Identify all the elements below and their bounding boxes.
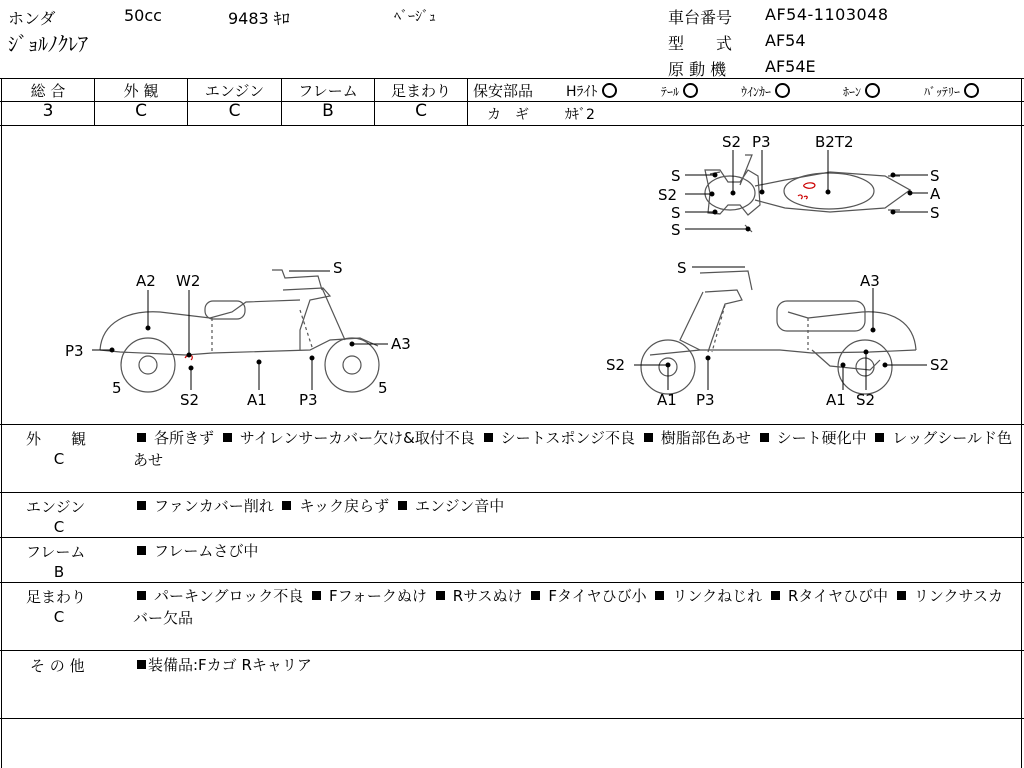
- damage-label: A: [930, 185, 941, 203]
- safety-item-battery: ﾊﾞｯﾃﾘｰ: [924, 83, 979, 100]
- damage-label: B2T2: [815, 133, 854, 151]
- key-value: ｶｷﾞ2: [565, 107, 595, 123]
- comment-text-engine: ファンカバー削れ キック戻らず エンジン音中: [133, 495, 1013, 517]
- damage-label: S2: [658, 186, 678, 204]
- damage-label: P3: [65, 342, 84, 360]
- damage-diagram: [0, 126, 1020, 423]
- bullet-icon: [655, 591, 664, 600]
- divider: [467, 78, 468, 125]
- grade-value-frame: B: [322, 101, 334, 121]
- scooter-top-view-icon: [705, 155, 910, 232]
- bullet-icon: [137, 501, 146, 510]
- safety-label: 保安部品: [473, 82, 534, 100]
- maker: ホンダ: [8, 9, 56, 28]
- grade-header-overall: 総 合: [30, 82, 66, 100]
- bullet-icon: [644, 433, 653, 442]
- safety-item-headlight: Hﾗｲﾄ: [566, 81, 617, 101]
- damage-label: A3: [391, 335, 411, 353]
- damage-label: S2: [856, 391, 876, 409]
- comment-text-suspension: パーキングロック不良 Fフォークぬけ Rサスぬけ Fタイヤひび小 リンクねじれ Rタイヤひび中 リンクサスカバー欠品: [133, 587, 1003, 627]
- bullet-icon: [760, 433, 769, 442]
- damage-label: A1: [826, 391, 846, 409]
- divider: [1021, 78, 1022, 768]
- grade-header-engine: エンジン: [204, 82, 265, 100]
- bullet-icon: [137, 546, 146, 555]
- displacement: 50cc: [124, 6, 162, 25]
- divider: [0, 424, 1024, 425]
- damage-label: S: [671, 204, 681, 222]
- bullet-icon: [282, 501, 291, 510]
- bullet-icon: [771, 591, 780, 600]
- damage-label: S: [333, 259, 343, 277]
- divider: [0, 650, 1024, 651]
- grade-header-frame: フレーム: [298, 82, 358, 100]
- damage-label: S2: [722, 133, 742, 151]
- comment-text-frame: フレームさび中: [133, 540, 1013, 562]
- bullet-icon: [875, 433, 884, 442]
- damage-label: S: [677, 259, 687, 277]
- damage-label: S: [930, 204, 940, 222]
- damage-label: A3: [860, 272, 880, 290]
- grade-header-suspension: 足まわり: [390, 82, 451, 100]
- grade-value-suspension: C: [415, 101, 427, 121]
- bullet-icon: [398, 501, 407, 510]
- divider: [0, 718, 1024, 719]
- engine-label: 原 動 機: [668, 60, 727, 79]
- body-color: ﾍﾞｰｼﾞｭ: [394, 9, 436, 25]
- bullet-icon: [436, 591, 445, 600]
- bullet-icon: [223, 433, 232, 442]
- safety-item-horn: ﾎｰﾝ: [843, 83, 880, 100]
- ok-circle-icon: [683, 83, 698, 98]
- comment-text-exterior: 各所きず サイレンサーカバー欠け&取付不良 シートスポンジ不良 樹脂部色あせ シート硬化中 レッグシールド色あせ: [133, 429, 1012, 469]
- bullet-icon: [137, 660, 146, 669]
- divider: [0, 582, 1024, 583]
- damage-label: A1: [247, 391, 267, 409]
- bullet-icon: [137, 591, 146, 600]
- bullet-icon: [137, 433, 146, 442]
- damage-label: W2: [176, 272, 201, 290]
- damage-label: S2: [180, 391, 200, 409]
- comment-text-other: 装備品:Fカゴ Rキャリア: [133, 654, 1013, 676]
- comment-label-engine: エンジン: [26, 498, 86, 516]
- damage-label: S: [671, 221, 681, 239]
- divider: [0, 78, 1024, 79]
- bullet-icon: [484, 433, 493, 442]
- model-name: ｼﾞｮﾙﾉｸﾚｱ: [8, 32, 88, 56]
- comment-grade-suspension: C: [53, 608, 65, 626]
- safety-item-winker: ｳｲﾝｶｰ: [741, 83, 790, 100]
- ok-circle-icon: [775, 83, 790, 98]
- grade-value-overall: 3: [42, 101, 54, 121]
- comment-grade-engine: C: [53, 518, 65, 536]
- type-value: AF54: [765, 31, 806, 50]
- bullet-icon: [531, 591, 540, 600]
- damage-label: S2: [930, 356, 950, 374]
- frame-number: AF54-1103048: [765, 5, 889, 24]
- grade-value-exterior: C: [135, 101, 147, 121]
- damage-label: 5: [378, 379, 388, 397]
- bullet-icon: [312, 591, 321, 600]
- comment-grade-frame: B: [53, 563, 65, 581]
- grade-value-engine: C: [228, 101, 241, 121]
- engine-value: AF54E: [765, 57, 816, 76]
- divider: [0, 492, 1024, 493]
- frame-number-label: 車台番号: [668, 8, 733, 27]
- damage-label: S: [671, 167, 681, 185]
- ok-circle-icon: [602, 83, 617, 98]
- comment-label-other: そ の 他: [30, 657, 85, 675]
- damage-label: S: [930, 167, 940, 185]
- damage-label: 5: [112, 379, 122, 397]
- damage-label: S2: [606, 356, 626, 374]
- grade-header-exterior: 外 観: [123, 82, 159, 100]
- mileage: 9483 ｷﾛ: [228, 9, 290, 28]
- comment-label-exterior: 外 観: [26, 430, 87, 448]
- divider: [0, 537, 1024, 538]
- comment-label-frame: フレーム: [26, 543, 86, 561]
- damage-label: P3: [299, 391, 318, 409]
- damage-label: P3: [752, 133, 771, 151]
- comment-grade-exterior: C: [53, 450, 65, 468]
- key-label: カ ギ: [487, 107, 529, 123]
- damage-label: A2: [136, 272, 156, 290]
- bullet-icon: [897, 591, 906, 600]
- damage-label: P3: [696, 391, 715, 409]
- type-label: 型 式: [668, 34, 733, 53]
- ok-circle-icon: [964, 83, 979, 98]
- safety-item-tail: ﾃｰﾙ: [661, 83, 698, 100]
- comment-label-suspension: 足まわり: [26, 588, 87, 606]
- ok-circle-icon: [865, 83, 880, 98]
- damage-label: A1: [657, 391, 677, 409]
